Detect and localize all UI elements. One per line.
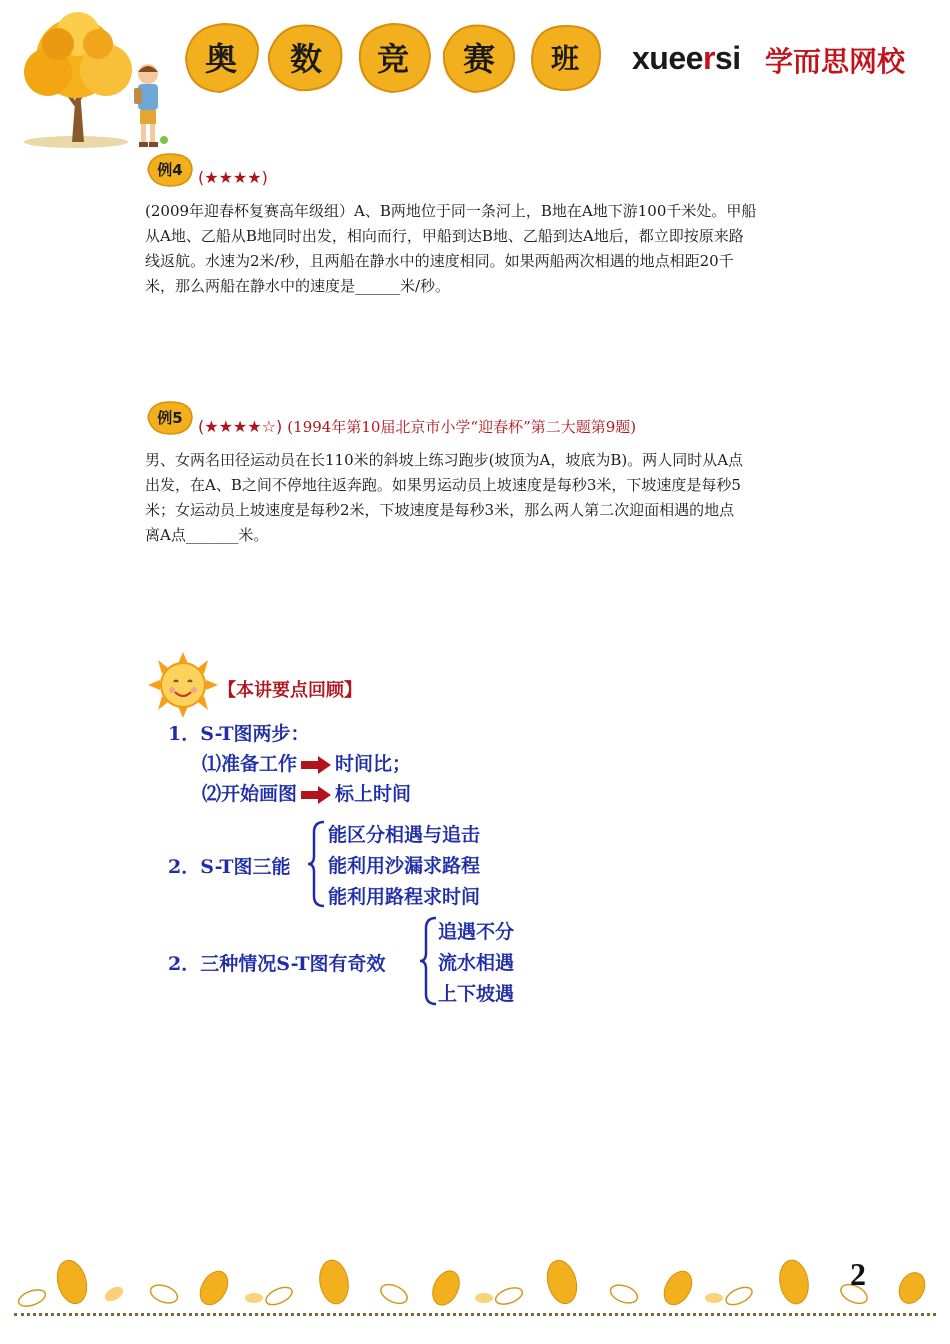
tree-illustration: [18, 10, 138, 150]
sun-icon: [148, 652, 218, 718]
title-leaf-2: 数: [265, 18, 347, 96]
example-4-difficulty: (★★★★): [198, 168, 268, 187]
review-item-3-title: 三种情况S-T图有奇效: [200, 953, 386, 975]
review-item-2-number: 2．: [168, 856, 201, 878]
brand-logo-en: xueersi: [632, 40, 741, 76]
example-5-line: 米；女运动员上坡速度是每秒2米，下坡速度是每秒3米，那么两人第二次迎面相遇的地点: [145, 501, 735, 519]
review-item-2: [168, 852, 291, 879]
review-item-1: [168, 719, 310, 746]
left-brace-icon: [308, 820, 326, 912]
example-4-line: (2009年迎春杯复赛高年级组）A、B两地位于同一条河上，B地在A地下游100千米处。甲船: [145, 202, 757, 220]
left-brace-icon: [420, 916, 438, 1010]
example-4-line: 米，那么两船在静水中的速度是______米/秒。: [145, 277, 451, 295]
example-5-line: 出发，在A、B之间不停地往返奔跑。如果男运动员上坡速度是每秒3米，下坡速度是每秒5: [145, 476, 741, 494]
example-4-badge: 例4: [146, 152, 194, 188]
review-item-1-step-2: [202, 779, 411, 806]
review-item-1-title: S-T图两步：: [200, 723, 310, 745]
title-leaf-5: 班: [524, 18, 606, 96]
example-4-text: [145, 199, 808, 299]
example-5-difficulty: (★★★★☆): [198, 417, 283, 436]
step-1-label: ⑴准备工作: [202, 753, 298, 775]
brand-logo-cn: 学而思网校: [765, 45, 906, 78]
review-item-2-point: 能区分相遇与追击: [328, 824, 481, 846]
review-item-1-step-1: [202, 749, 411, 776]
footer-leaves: [14, 1254, 936, 1312]
review-item-2-point: 能利用沙漏求路程: [328, 855, 481, 877]
page-number: 2: [850, 1256, 866, 1292]
review-item-3-number: 2．: [168, 953, 201, 975]
boy-illustration: [128, 60, 172, 150]
review-item-1-number: 1．: [168, 723, 201, 745]
step-2-result: 标上时间: [335, 783, 412, 805]
review-item-3-point: 追遇不分: [438, 921, 515, 943]
review-item-3: [168, 949, 386, 976]
footer-divider: [14, 1313, 936, 1316]
example-5-text: [145, 448, 808, 548]
title-leaf-4: 赛: [438, 18, 520, 96]
arrow-right-icon: [301, 786, 331, 804]
arrow-right-icon: [301, 756, 331, 774]
example-5-heading: [198, 416, 636, 437]
review-item-3-point: 流水相遇: [438, 952, 515, 974]
example-4-line: 从A地、乙船从B地同时出发，相向而行，甲船到达B地、乙船到达A地后，都立即按原来路: [145, 227, 744, 245]
example-5-line: 男、女两名田径运动员在长110米的斜坡上练习跑步(坡顶为A，坡底为B)。两人同时从A点: [145, 451, 744, 469]
example-5-line: 离A点_______米。: [145, 526, 269, 544]
title-leaf-1: 奥: [180, 18, 262, 96]
example-4-line: 线返航。水速为2米/秒，且两船在静水中的速度相同。如果两船两次相遇的地点相距20千: [145, 252, 734, 270]
step-2-label: ⑵开始画图: [202, 783, 298, 805]
review-item-3-point: 上下坡遇: [438, 983, 515, 1005]
example-5-source: (1994年第10届北京市小学“迎春杯”第二大题第9题): [287, 418, 637, 436]
title-leaf-3: 竞: [352, 18, 434, 96]
review-title: 【本讲要点回顾】: [218, 680, 362, 701]
review-item-2-point: 能利用路程求时间: [328, 886, 481, 908]
example-5-badge: 例5: [146, 400, 194, 436]
step-1-result: 时间比；: [335, 753, 412, 775]
review-item-2-title: S-T图三能: [200, 856, 291, 878]
